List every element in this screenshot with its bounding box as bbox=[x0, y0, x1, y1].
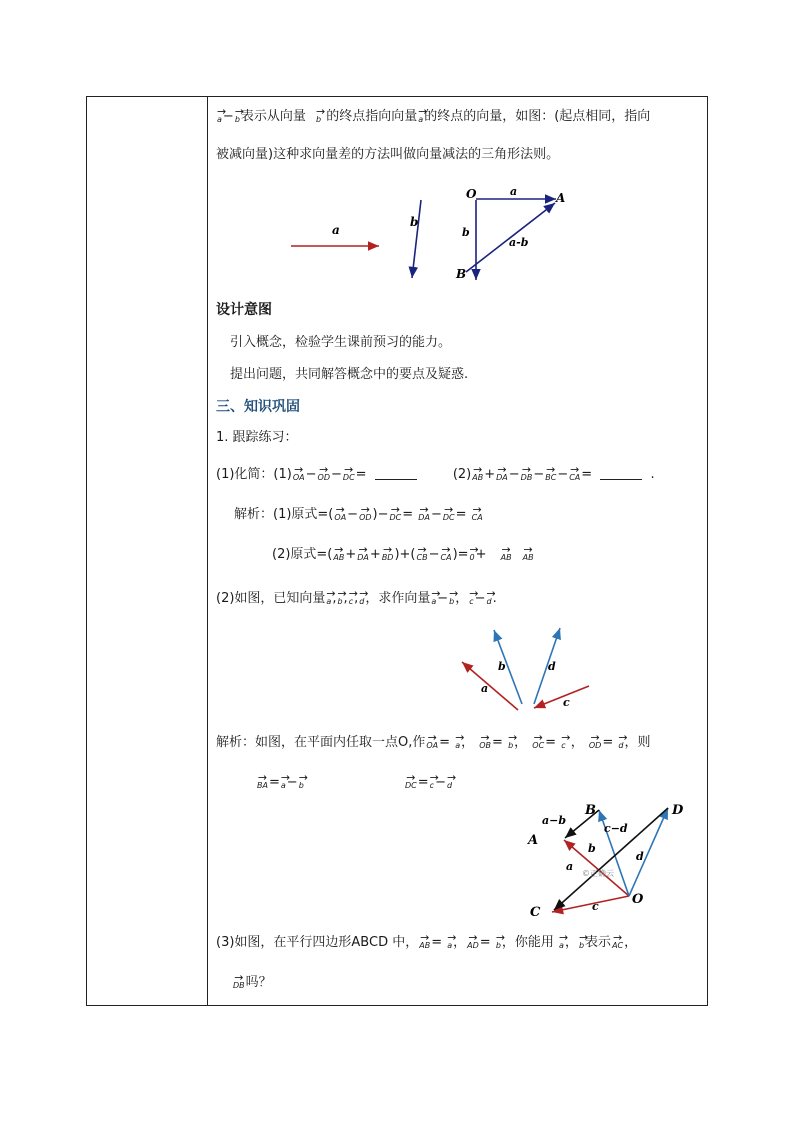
vec-OB: → OB bbox=[479, 735, 491, 750]
vec-c: → c bbox=[469, 591, 473, 606]
vec-c: → c bbox=[349, 591, 353, 606]
vec-DC: → DC bbox=[343, 467, 355, 482]
vec-AB: → AB bbox=[333, 547, 344, 562]
solution-end: ，则 bbox=[624, 735, 651, 750]
label-b: b bbox=[588, 842, 596, 855]
vec-DC: → DC bbox=[405, 775, 417, 790]
answer-blank[interactable] bbox=[600, 467, 642, 480]
vec-AD: → AD bbox=[467, 935, 479, 950]
vec-OD: → OD bbox=[318, 467, 330, 482]
vector-b-label: b bbox=[410, 215, 419, 229]
design-intent-p1: 引入概念，检验学生课前预习的能力。 bbox=[230, 335, 452, 350]
vec-b: → b bbox=[579, 935, 584, 950]
q3-end: 表示 bbox=[585, 935, 612, 950]
question-3-line-2 bbox=[232, 974, 272, 992]
point-C-label: C bbox=[530, 905, 541, 920]
design-intent-p2: 提出问题，共同解答概念中的要点及疑惑. bbox=[230, 367, 469, 382]
vector-OC bbox=[552, 896, 629, 912]
vec-OA: → OA bbox=[334, 507, 346, 522]
vec-a: → a bbox=[217, 109, 222, 124]
vector-OD bbox=[629, 808, 668, 896]
vec-OA: → OA bbox=[426, 735, 438, 750]
vec-BA: → BA bbox=[257, 775, 268, 790]
vec-CA: → CA bbox=[472, 507, 483, 522]
solution-text: 解析：如图，在平面内任取一点O,作 bbox=[216, 735, 426, 750]
vec-CB: → CB bbox=[417, 547, 428, 562]
label-a: a bbox=[566, 860, 574, 873]
label-a-minus-b: a−b bbox=[542, 814, 567, 827]
vec-c: → c bbox=[430, 775, 434, 790]
vec-b: → b bbox=[496, 935, 501, 950]
vec-AB: → AB bbox=[419, 935, 430, 950]
intro-line-2: 被减向量)这种求向量差的方法叫做向量减法的三角形法则。 bbox=[216, 147, 560, 162]
q3-mid: ，你能用 bbox=[501, 935, 554, 950]
vector-c-arrow bbox=[534, 686, 589, 708]
answer-label: 解析：(1)原式=( bbox=[234, 507, 334, 522]
vec-b: → b bbox=[235, 109, 240, 124]
q2-mid: ，求作向量 bbox=[365, 591, 431, 606]
vec-d: → d bbox=[359, 591, 364, 606]
label-c: c bbox=[592, 900, 599, 913]
figure-solution bbox=[524, 802, 694, 922]
figure-four-vectors bbox=[452, 624, 612, 724]
vec-0: → 0 bbox=[470, 547, 475, 562]
solution-line: 解析：如图，在平面内任取一点O,作→ OA= → a， → OB= → b， → OC= → c ， → OD= → d，则 bbox=[216, 734, 650, 752]
vector-a-label: a bbox=[332, 223, 340, 237]
vec-a: → a bbox=[447, 935, 452, 950]
section-title-consolidation: 三、知识巩固 bbox=[216, 399, 300, 415]
vec-DA: → DA bbox=[418, 507, 430, 522]
vec-DC: → DC bbox=[390, 507, 402, 522]
content-cell bbox=[212, 96, 702, 1006]
vec-a: → a bbox=[281, 775, 286, 790]
label-a: a bbox=[481, 682, 489, 695]
exercise-heading: 1. 跟踪练习： bbox=[216, 430, 298, 445]
point-O-label: O bbox=[466, 187, 477, 201]
result-2: → DC=→ c−→ d bbox=[404, 774, 453, 792]
vector-b-arrow bbox=[412, 200, 421, 278]
vec-OA: → OA bbox=[293, 467, 305, 482]
result-1: → BA=→ a−→ b bbox=[256, 774, 305, 792]
q3-tail: 吗？ bbox=[245, 975, 272, 990]
question-2-line: (2)如图，已知向量→ a,→ b,→ c,→ d，求作向量→ a−→ b，→ c−→ d. bbox=[216, 590, 497, 608]
vec-b: → b bbox=[337, 591, 342, 606]
vec-d: → d bbox=[618, 735, 623, 750]
vec-d: → d bbox=[487, 591, 492, 606]
tri-ab-label: a-b bbox=[509, 236, 529, 249]
q1-label: (1)化简：(1) bbox=[216, 467, 292, 482]
vec-AB: → AB bbox=[472, 467, 483, 482]
vec-DA: → DA bbox=[496, 467, 508, 482]
label-b: b bbox=[498, 660, 506, 673]
answer-1-line: 解析：(1)原式=(→ OA−→ OD)−→ DC= → DA−→ DC= → CA bbox=[234, 506, 484, 524]
vec-DC: → DC bbox=[443, 507, 455, 522]
point-O-label: O bbox=[632, 892, 644, 907]
q1-part2-label: (2) bbox=[452, 467, 472, 482]
vec-OD: → OD bbox=[589, 735, 601, 750]
vec-a: → a bbox=[326, 591, 331, 606]
vec-DB: → DB bbox=[233, 975, 245, 990]
vec-AC: → AC bbox=[612, 935, 623, 950]
intro-text: 表示从向量 bbox=[240, 109, 306, 124]
label-d: d bbox=[548, 660, 556, 673]
point-D-label: D bbox=[672, 803, 684, 818]
vec-DB: → DB bbox=[521, 467, 533, 482]
question-3-line: (3)如图，在平行四边形ABCD 中，→ AB= → a，→ AD= → b，你能用 → a，→ b表示→ AC， bbox=[216, 934, 637, 952]
vec-CA: → CA bbox=[569, 467, 580, 482]
vec-b: → b bbox=[299, 775, 304, 790]
answer2-label: (2)原式=( bbox=[272, 547, 333, 562]
label-c: c bbox=[563, 696, 570, 709]
design-intent-title: 设计意图 bbox=[216, 302, 272, 318]
intro-text: 的终点指向向量 bbox=[326, 109, 418, 124]
vec-CA: → CA bbox=[441, 547, 452, 562]
question-1-line: (1)化简：(1)→ OA−→ OD−→ DC= (2)→ AB+→ DA−→ DB−→ BC−→ CA= . bbox=[216, 466, 655, 484]
point-A-label: A bbox=[556, 191, 566, 205]
q2-text: (2)如图，已知向量 bbox=[216, 591, 326, 606]
answer-blank[interactable] bbox=[375, 467, 417, 480]
label-c-minus-d: c−d bbox=[604, 822, 628, 835]
vec-AB: → AB bbox=[501, 547, 512, 562]
intro-line-1: → a−→ b表示从向量 → b 的终点指向向量→ a的终点的向量，如图：(起点相同，指向 bbox=[216, 108, 650, 126]
vec-a: → a bbox=[431, 591, 436, 606]
vec-a: → a bbox=[559, 935, 564, 950]
vec-d: → d bbox=[447, 775, 452, 790]
vec-BC: → BC bbox=[545, 467, 556, 482]
q3-text: (3)如图，在平行四边形ABCD 中， bbox=[216, 935, 419, 950]
vec-c: → c bbox=[561, 735, 565, 750]
vector-d-arrow bbox=[534, 628, 560, 704]
point-B-label: B bbox=[456, 267, 467, 281]
watermark: ©正确云 bbox=[582, 869, 614, 878]
label-d: d bbox=[636, 850, 644, 863]
vec-OC: → OC bbox=[532, 735, 544, 750]
vec-BD: → BD bbox=[382, 547, 394, 562]
point-B-label: B bbox=[585, 803, 596, 818]
tri-b-label: b bbox=[462, 226, 470, 239]
tri-a-label: a bbox=[510, 185, 518, 198]
vec-b: → b bbox=[316, 109, 321, 124]
column-divider bbox=[207, 96, 208, 1006]
point-A-label: A bbox=[528, 833, 539, 848]
vec-b: → b bbox=[508, 735, 513, 750]
vec-OD: → OD bbox=[359, 507, 371, 522]
vec-a: → a bbox=[418, 109, 423, 124]
vec-b: → b bbox=[449, 591, 454, 606]
answer-2-line: (2)原式=(→ AB+→ DA+→ BD)+(→ CB−→ CA)=→ 0+ → AB→ AB bbox=[272, 546, 535, 564]
vec-DA: → DA bbox=[357, 547, 369, 562]
vec-AB: → AB bbox=[523, 547, 534, 562]
intro-text: 的终点的向量，如图：(起点相同，指向 bbox=[424, 109, 651, 124]
vec-a: → a bbox=[455, 735, 460, 750]
